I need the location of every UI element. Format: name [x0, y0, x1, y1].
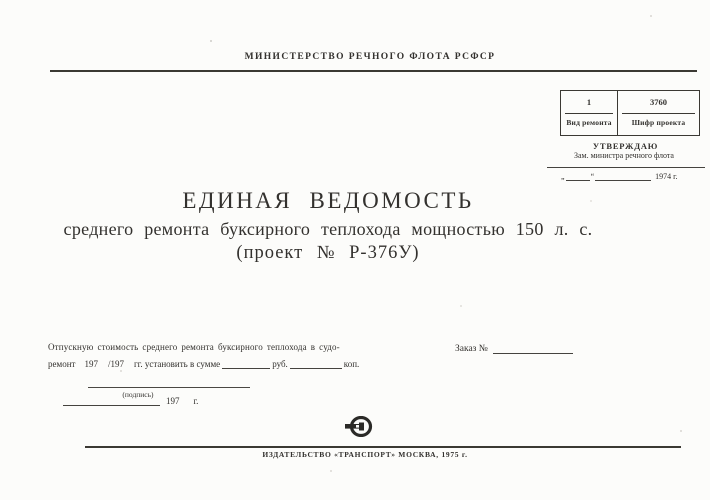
rubles-label: руб. [272, 359, 288, 369]
cost-clause-text: гг. установить в сумме [133, 359, 221, 369]
date-day-blank [566, 172, 590, 181]
repair-type-label: Вид ремонта [566, 118, 612, 127]
order-number-label: Заказ № [455, 344, 488, 354]
approver-position: Зам. министра речного флота [574, 151, 674, 160]
project-code-value: 3760 [650, 97, 667, 107]
signature-year-suffix: г. [193, 396, 199, 406]
header-rule [50, 70, 697, 72]
signature-line [88, 387, 250, 388]
ministry-header: МИНИСТЕРСТВО РЕЧНОГО ФЛОТА РСФСР [244, 52, 496, 62]
quote-close: “ [590, 172, 595, 181]
document-subtitle: среднего ремонта буксирного теплохода мощностью 150 л. с. [63, 219, 593, 239]
cost-clause-line2 [48, 358, 359, 369]
scan-noise [210, 40, 212, 42]
repair-type-column [561, 91, 617, 135]
kopeks-blank-line [290, 360, 342, 369]
project-code-label: Шифр проекта [631, 118, 686, 127]
signature-date-blank-line [63, 397, 160, 406]
approval-title: УТВЕРЖДАЮ [592, 141, 659, 151]
signature-year-blank: 197 [166, 396, 180, 406]
approval-signature-line [547, 167, 705, 168]
rubles-blank-line [222, 360, 270, 369]
publisher-line: ИЗДАТЕЛЬСТВО «ТРАНСПОРТ» МОСКВА, 1975 г. [262, 450, 468, 459]
document-title: ЕДИНАЯ ВЕДОМОСТЬ [182, 188, 474, 213]
repair-type-table [560, 90, 700, 136]
publisher-emblem-icon [345, 416, 373, 437]
quote-open: „ [561, 172, 565, 181]
order-number-row [455, 343, 573, 354]
year-blank-1: 197 [84, 359, 98, 369]
repair-type-value: 1 [586, 97, 592, 107]
signature-date-row [63, 395, 198, 406]
date-month-blank [595, 172, 651, 181]
kopeks-label: коп. [343, 359, 360, 369]
approval-date-line [560, 171, 678, 181]
year-blank-2: /197 [107, 359, 124, 369]
cost-clause-word: ремонт [48, 359, 76, 369]
project-code-column [617, 91, 699, 135]
approval-year: 1974 г. [655, 172, 678, 181]
order-number-blank-line [493, 345, 573, 354]
footer-rule [85, 446, 681, 448]
document-project-number: (проект № Р-376У) [236, 243, 420, 263]
signature-caption: (подпись) [122, 390, 154, 399]
cost-clause-line1: Отпускную стоимость среднего ремонта буксирного теплохода в судо- [48, 342, 340, 352]
